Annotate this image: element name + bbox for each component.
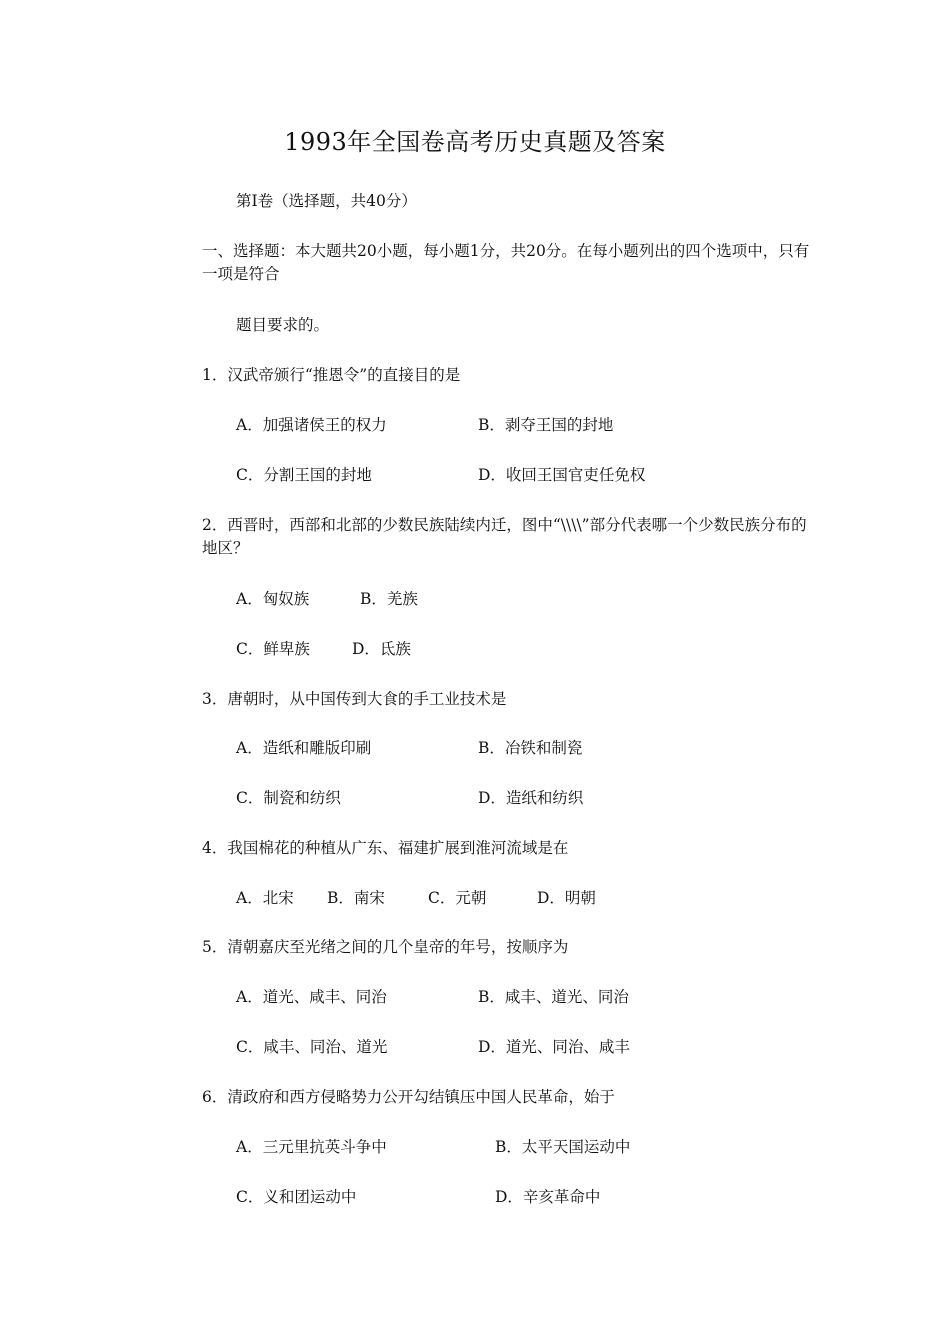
question-2-option-b: B．羌族: [360, 590, 418, 608]
question-5-stem: 5．清朝嘉庆至光绪之间的几个皇帝的年号，按顺序为: [202, 938, 569, 956]
document-title: 1993年全国卷高考历史真题及答案: [284, 128, 666, 156]
question-4-option-b: B．南宋: [327, 889, 385, 907]
instructions-continuation: 题目要求的。: [236, 316, 330, 334]
instructions-text: 一、选择题：本大题共20小题，每小题1分，共20分。在每小题列出的四个选项中，只有一项是符合: [202, 242, 810, 283]
question-1-option-b: B．剥夺王国的封地: [478, 416, 614, 434]
question-4-stem: 4．我国棉花的种植从广东、福建扩展到淮河流域是在: [202, 839, 569, 857]
question-2-option-c: C．鲜卑族: [236, 640, 310, 658]
question-6-option-b: B．太平天国运动中: [495, 1138, 631, 1156]
question-4-option-c: C．元朝: [428, 889, 487, 907]
question-2-option-a: A．匈奴族: [236, 590, 310, 608]
question-1-option-a: A．加强诸侯王的权力: [236, 416, 387, 434]
question-6-stem: 6．清政府和西方侵略势力公开勾结镇压中国人民革命，始于: [202, 1088, 615, 1106]
question-5-option-b: B．咸丰、道光、同治: [478, 988, 629, 1006]
question-6-option-d: D．辛亥革命中: [495, 1188, 601, 1206]
question-6-option-c: C．义和团运动中: [236, 1188, 357, 1206]
question-4-option-d: D．明朝: [537, 889, 596, 907]
question-2-option-d: D．氐族: [352, 640, 411, 658]
question-3-option-b: B．冶铁和制瓷: [478, 739, 583, 757]
question-5-option-a: A．道光、咸丰、同治: [236, 988, 387, 1006]
question-2-stem: 2．西晋时，西部和北部的少数民族陆续内迁，图中“\\\\”部分代表哪一个少数民族分布的地区？: [202, 516, 807, 557]
question-1-option-c: C．分割王国的封地: [236, 466, 372, 484]
question-1-option-d: D．收回王国官吏任免权: [478, 466, 646, 484]
question-3-option-c: C．制瓷和纺织: [236, 789, 341, 807]
question-3-option-a: A．造纸和雕版印刷: [236, 739, 372, 757]
question-5-option-c: C．咸丰、同治、道光: [236, 1038, 388, 1056]
question-3-option-d: D．造纸和纺织: [478, 789, 584, 807]
question-6-option-a: A．三元里抗英斗争中: [236, 1138, 387, 1156]
question-1-stem: 1．汉武帝颁行“推恩令”的直接目的是: [202, 366, 461, 384]
question-4-option-a: A．北宋: [236, 889, 294, 907]
section-heading: 第Ⅰ卷（选择题，共40分）: [236, 192, 417, 210]
question-3-stem: 3．唐朝时，从中国传到大食的手工业技术是: [202, 690, 507, 708]
question-5-option-d: D．道光、同治、咸丰: [478, 1038, 630, 1056]
